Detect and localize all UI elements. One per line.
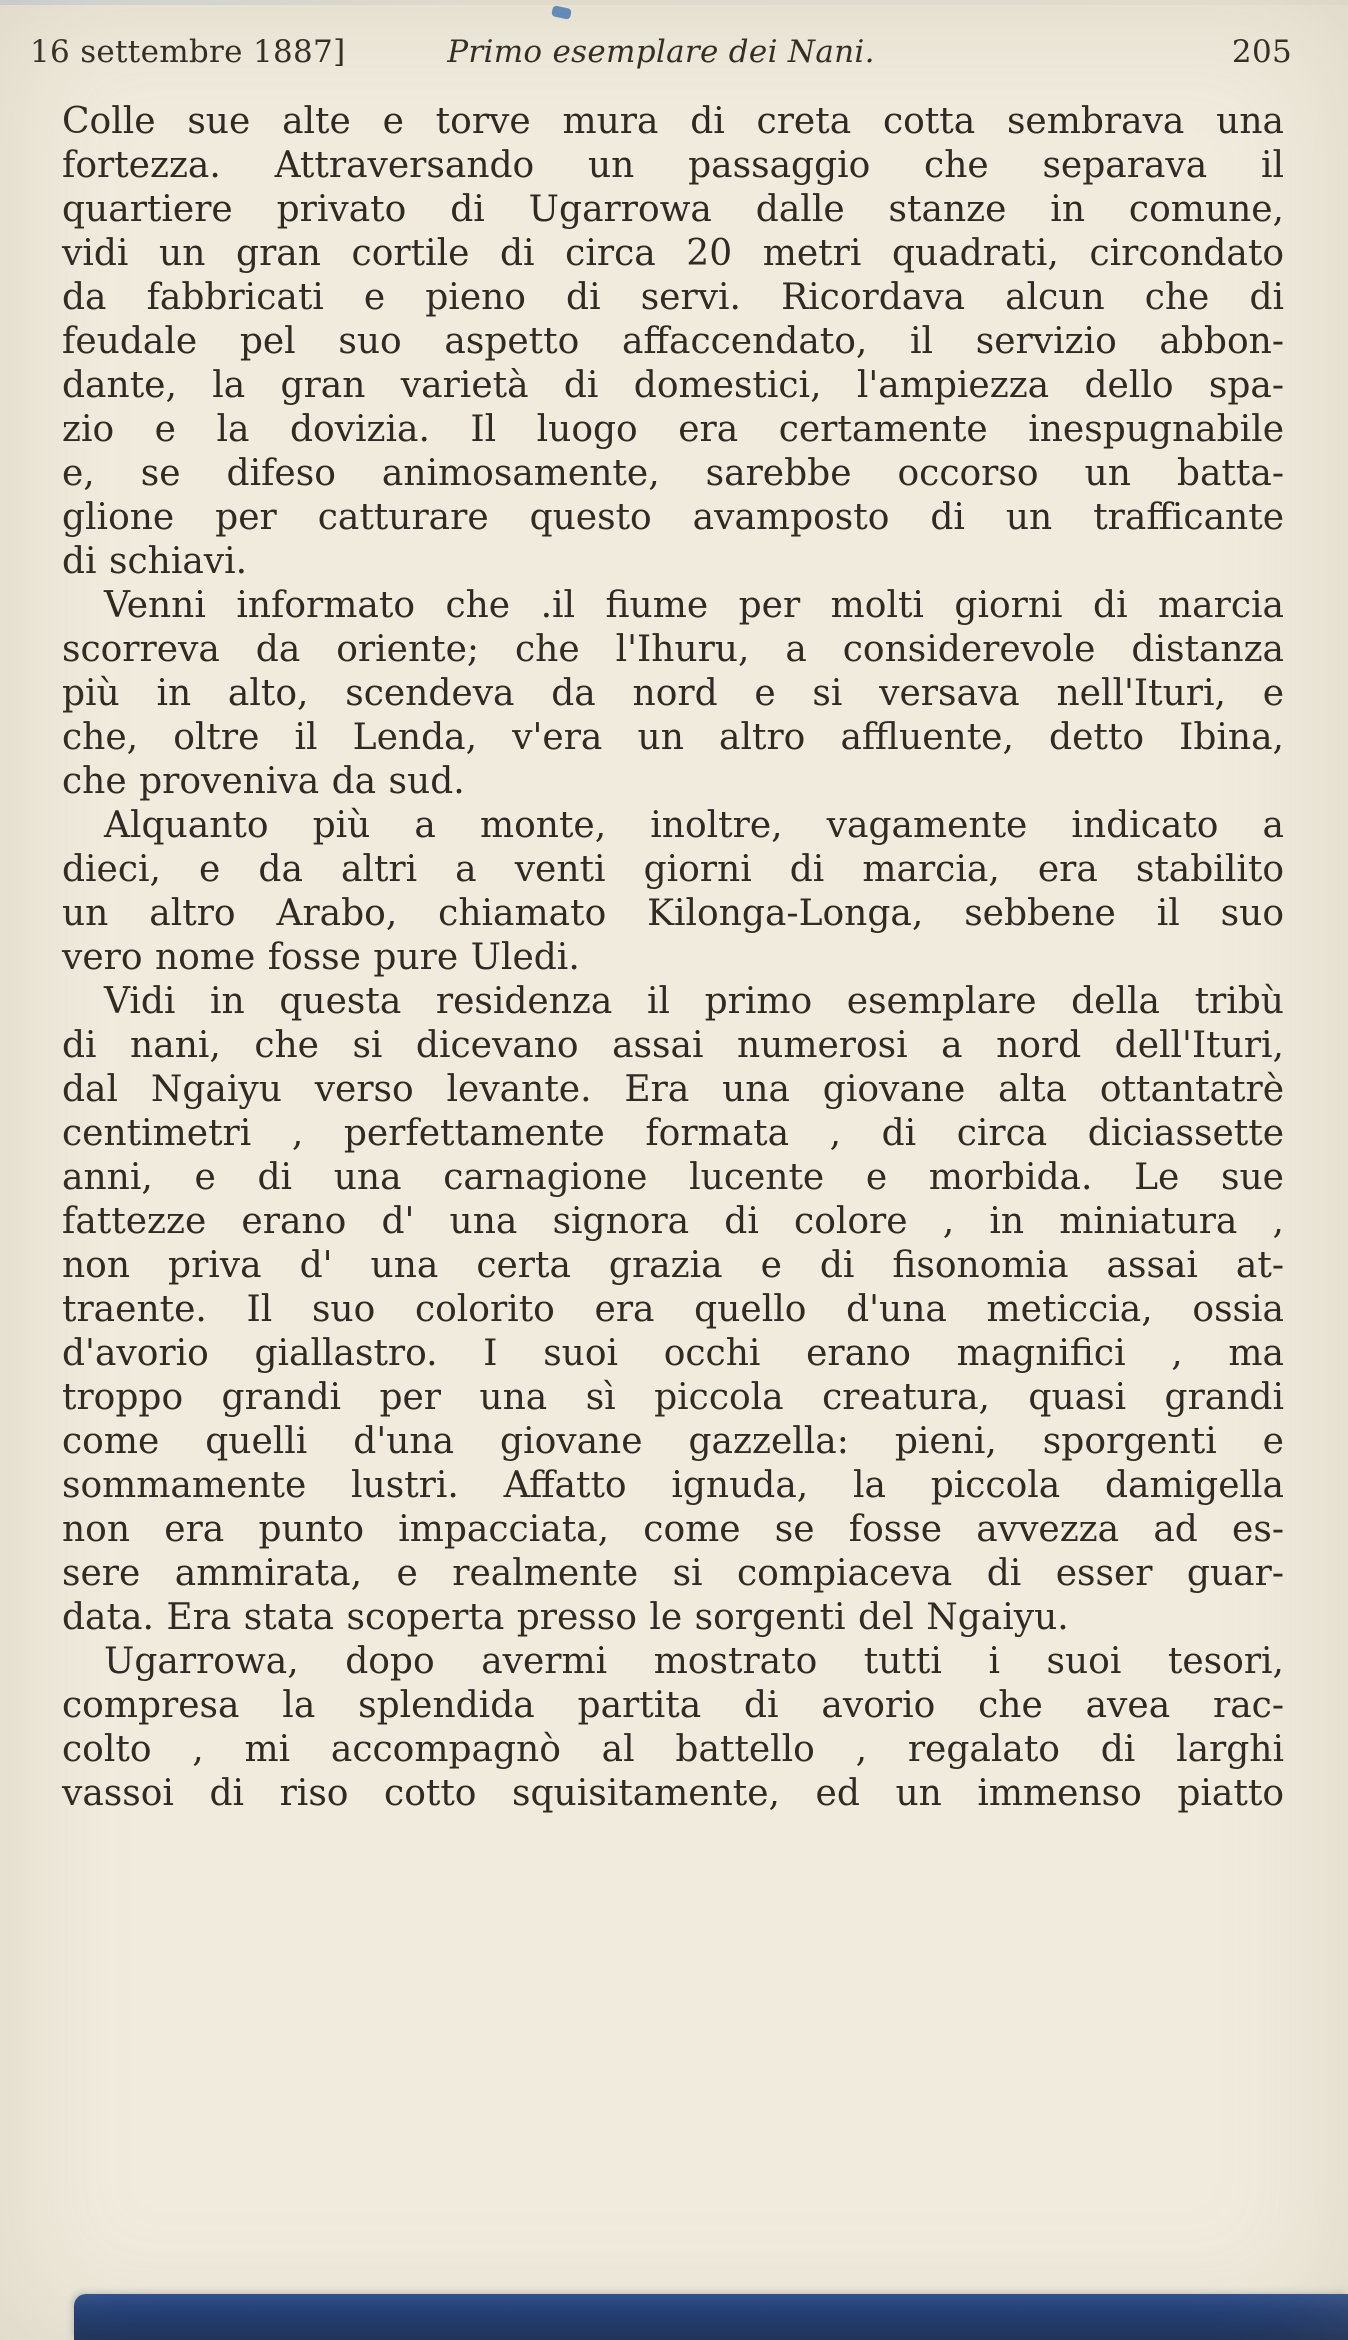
text-line: vidi un gran cortile di circa 20 metri quadrati, circondato bbox=[62, 233, 1284, 274]
paragraph bbox=[62, 1640, 1284, 1816]
text-line: data. Era stata scoperta presso le sorgenti del Ngaiyu. bbox=[62, 1597, 1069, 1638]
text-line: quartiere privato di Ugarrowa dalle stanze in comune, bbox=[62, 189, 1284, 230]
text-line: anni, e di una carnagione lucente e morbida. Le sue bbox=[62, 1157, 1284, 1198]
text-line: scorreva da oriente; che l'Ihuru, a considerevole distanza bbox=[62, 629, 1284, 670]
text-line: zio e la dovizia. Il luogo era certamente inespugnabile bbox=[62, 409, 1284, 450]
text-line: traente. Il suo colorito era quello d'una meticcia, ossia bbox=[62, 1289, 1284, 1330]
text-line: fortezza. Attraversando un passaggio che separava il bbox=[62, 145, 1284, 186]
text-line: di nani, che si dicevano assai numerosi a nord dell'Ituri, bbox=[62, 1025, 1284, 1066]
text-line: feudale pel suo aspetto affaccendato, il servizio abbon- bbox=[62, 321, 1284, 362]
paragraph bbox=[62, 804, 1284, 980]
scan-top-edge bbox=[0, 0, 1348, 5]
text-line: che, oltre il Lenda, v'era un altro affluente, detto Ibina, bbox=[62, 717, 1284, 758]
text-line: colto , mi accompagnò al battello , regalato di larghi bbox=[62, 1729, 1284, 1770]
header-date: 16 settembre 1887] bbox=[30, 34, 346, 70]
running-title: Primo esemplare dei Nani. bbox=[447, 34, 875, 70]
text-line: troppo grandi per una sì piccola creatura, quasi grandi bbox=[62, 1377, 1284, 1418]
text-line: non era punto impacciata, come se fosse avvezza ad es- bbox=[62, 1509, 1284, 1550]
text-line: fattezze erano d' una signora di colore , in miniatura , bbox=[62, 1201, 1284, 1242]
text-line: un altro Arabo, chiamato Kilonga-Longa, sebbene il suo bbox=[62, 893, 1284, 934]
scan-edge-bar bbox=[74, 2294, 1348, 2340]
text-line: vero nome fosse pure Uledi. bbox=[62, 937, 580, 978]
text-line: sommamente lustri. Affatto ignuda, la piccola damigella bbox=[62, 1465, 1284, 1506]
text-line: più in alto, scendeva da nord e si versava nell'Ituri, e bbox=[62, 673, 1284, 714]
text-line: Alquanto più a monte, inoltre, vagamente indicato a bbox=[104, 805, 1284, 846]
text-line: non priva d' una certa grazia e di fisonomia assai at- bbox=[62, 1245, 1284, 1286]
text-line: che proveniva da sud. bbox=[62, 761, 465, 802]
text-line: dieci, e da altri a venti giorni di marcia, era stabilito bbox=[62, 849, 1284, 890]
scan-artifact-speck bbox=[551, 5, 572, 20]
text-line: dante, la gran varietà di domestici, l'ampiezza dello spa- bbox=[62, 365, 1284, 406]
text-line: vassoi di riso cotto squisitamente, ed un immenso piatto bbox=[62, 1773, 1284, 1814]
text-line: compresa la splendida partita di avorio che avea rac- bbox=[62, 1685, 1284, 1726]
body-text bbox=[62, 100, 1284, 1816]
text-line: dal Ngaiyu verso levante. Era una giovane alta ottantatrè bbox=[62, 1069, 1284, 1110]
text-line: glione per catturare questo avamposto di un trafficante bbox=[62, 497, 1284, 538]
text-line: Vidi in questa residenza il primo esemplare della tribù bbox=[104, 981, 1284, 1022]
paragraph bbox=[62, 100, 1284, 584]
paragraph bbox=[62, 980, 1284, 1640]
text-line: Ugarrowa, dopo avermi mostrato tutti i suoi tesori, bbox=[104, 1641, 1284, 1682]
page-number: 205 bbox=[1231, 34, 1292, 70]
text-line: di schiavi. bbox=[62, 541, 248, 582]
text-line: Colle sue alte e torve mura di creta cotta sembrava una bbox=[62, 101, 1284, 142]
text-line: e, se difeso animosamente, sarebbe occorso un batta- bbox=[62, 453, 1284, 494]
page-header bbox=[30, 34, 1292, 70]
paragraph bbox=[62, 584, 1284, 804]
text-line: sere ammirata, e realmente si compiaceva di esser guar- bbox=[62, 1553, 1284, 1594]
text-line: d'avorio giallastro. I suoi occhi erano magnifici , ma bbox=[62, 1333, 1284, 1374]
text-line: come quelli d'una giovane gazzella: pieni, sporgenti e bbox=[62, 1421, 1284, 1462]
text-line: da fabbricati e pieno di servi. Ricordava alcun che di bbox=[62, 277, 1284, 318]
text-line: centimetri , perfettamente formata , di circa diciassette bbox=[62, 1113, 1284, 1154]
text-line: Venni informato che .il fiume per molti giorni di marcia bbox=[104, 585, 1284, 626]
